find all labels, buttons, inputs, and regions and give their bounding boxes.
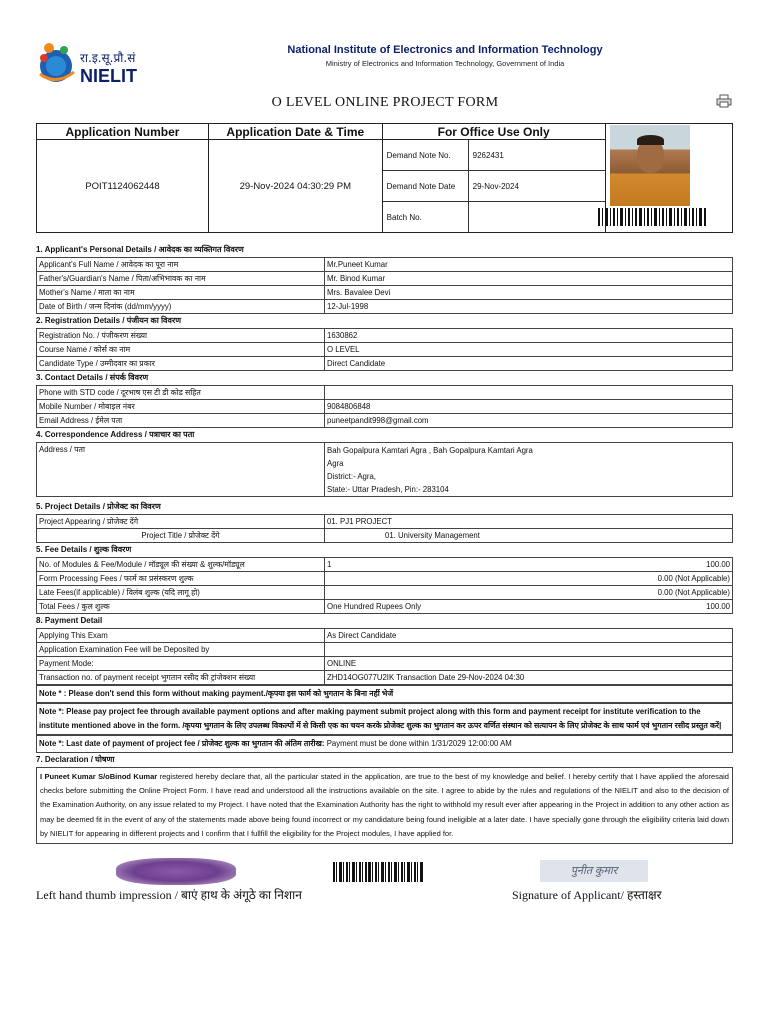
row-value: 1 [325, 558, 450, 572]
row-label: Application Examination Fee will be Deposited by [37, 643, 325, 657]
row-value: One Hundred Rupees Only [325, 600, 450, 614]
application-date-header: Application Date & Time [208, 124, 382, 140]
thumb-impression [116, 858, 236, 885]
row-label: No. of Modules & Fee/Module / मॉड्यूल की संख्या & शुल्क/मॉड्यूल [37, 558, 325, 572]
address-line-2: Agra [327, 459, 344, 468]
project-details-table [36, 514, 733, 543]
declaration-text [36, 767, 733, 844]
personal-details-title: 1. Applicant's Personal Details / आवेदक का व्यक्तिगत विवरण [36, 245, 244, 254]
batch-no-value [468, 202, 605, 233]
table-row [37, 272, 733, 286]
table-row [37, 400, 733, 414]
org-name: National Institute of Electronics and Information Technology [287, 44, 603, 56]
table-row [37, 529, 733, 543]
row-label: Mobile Number / मोबाइल नंबर [37, 400, 325, 414]
row-value: Mrs. Bavalee Devi [325, 286, 733, 300]
signature-label: Signature of Applicant/ हस्ताक्षर [512, 888, 662, 902]
form-title: O LEVEL ONLINE PROJECT FORM [271, 95, 499, 110]
table-row [37, 357, 733, 371]
org-header [230, 44, 660, 68]
row-value [325, 643, 733, 657]
payment-note-3-label: Note *: Last date of payment of project fee / प्रोजेक्ट शुल्क का भुगतान की अंतिम तारीख: [39, 739, 325, 748]
table-row [37, 558, 733, 572]
row-amount: 0.00 (Not Applicable) [449, 572, 733, 586]
payment-note-3-text: Payment must be done within 1/31/2029 12:00:00 AM [324, 739, 512, 748]
row-value: ONLINE [325, 657, 733, 671]
registration-details-table [36, 328, 733, 371]
applicant-photo [610, 125, 690, 206]
footer-barcode [333, 862, 423, 882]
table-row [37, 329, 733, 343]
table-row [37, 586, 733, 600]
row-value [325, 586, 450, 600]
row-value: O LEVEL [325, 343, 733, 357]
row-label: Date of Birth / जन्म दिनांक (dd/mm/yyyy) [37, 300, 325, 314]
table-row [37, 629, 733, 643]
row-value [325, 572, 450, 586]
row-label: Candidate Type / उम्मीदवार का प्रकार [37, 357, 325, 371]
address-label: Address / पता [37, 443, 325, 497]
office-use-table [383, 140, 605, 232]
table-row [37, 258, 733, 272]
project-details-title: 5. Project Details / प्रोजेक्ट का विवरण [36, 502, 161, 511]
address-value [325, 443, 733, 497]
address-line-1: Bah Gopalpura Kamtari Agra , Bah Gopalpura Kamtari Agra [327, 446, 533, 455]
table-row [37, 414, 733, 428]
fee-details-title: 5. Fee Details / शुल्क विवरण [36, 545, 132, 554]
contact-details-title: 3. Contact Details / संपर्क विवरण [36, 373, 149, 382]
table-row [37, 572, 733, 586]
nielit-logo [36, 36, 156, 90]
row-label: Phone with STD code / दूरभाष एस टी डी कोड सहित [37, 386, 325, 400]
ministry-name: Ministry of Electronics and Information Technology, Government of India [325, 59, 565, 68]
project-appearing-label: Project Appearing / प्रोजेक्ट देंगे [37, 515, 325, 529]
table-row [37, 657, 733, 671]
batch-no-label: Batch No. [383, 202, 469, 233]
row-value: As Direct Candidate [325, 629, 733, 643]
row-value: ZHD14OG077U2IK Transaction Date 29-Nov-2024 04:30 [325, 671, 733, 685]
row-label: Total Fees / कुल शुल्क [37, 600, 325, 614]
demand-note-no-value: 9262431 [468, 140, 605, 171]
table-row [37, 286, 733, 300]
project-appearing-value: 01. PJ1 PROJECT [325, 515, 733, 529]
address-line-4: State:- Uttar Pradesh, Pin:- 283104 [327, 485, 449, 494]
row-value: 9084806848 [325, 400, 733, 414]
payment-detail-title: 8. Payment Detail [36, 616, 103, 625]
fee-details-table [36, 557, 733, 614]
row-value: puneetpandit998@gmail.com [325, 414, 733, 428]
row-amount: 100.00 [449, 558, 733, 572]
contact-details-table [36, 385, 733, 428]
table-row [37, 643, 733, 657]
thumb-impression-label: Left hand thumb impression / बाएं हाथ के अंगूठे का निशान [36, 888, 302, 902]
row-value: 12-Jul-1998 [325, 300, 733, 314]
photo-barcode [598, 208, 706, 226]
table-row [37, 515, 733, 529]
row-value: Mr.Puneet Kumar [325, 258, 733, 272]
row-label: Form Processing Fees / फार्म का प्रसंस्करण शुल्क [37, 572, 325, 586]
row-amount: 0.00 (Not Applicable) [449, 586, 733, 600]
demand-note-date-label: Demand Note Date [383, 171, 469, 202]
row-label: Late Fees(if applicable) / विलंब शुल्क (यदि लागू हो) [37, 586, 325, 600]
registration-details-title: 2. Registration Details / पंजीयन का विवरण [36, 316, 182, 325]
office-use-cell [382, 140, 605, 233]
personal-details-table [36, 257, 733, 314]
application-header-table [36, 123, 733, 233]
row-label: Applicant's Full Name / आवेदक का पूरा नाम [37, 258, 325, 272]
demand-note-date-value: 29-Nov-2024 [468, 171, 605, 202]
address-line-3: District:- Agra, [327, 472, 376, 481]
row-label: Email Address / ईमेल पता [37, 414, 325, 428]
payment-note-3 [36, 735, 733, 753]
project-title-value: 01. University Management [325, 529, 733, 543]
print-icon[interactable] [716, 94, 732, 108]
form-sections [36, 243, 733, 844]
row-value [325, 386, 733, 400]
application-datetime-value: 29-Nov-2024 04:30:29 PM [208, 140, 382, 233]
row-value: Direct Candidate [325, 357, 733, 371]
declaration-body: registered hereby declare that, all the particular stated in the application, are true to the best of my knowledge and belief. I hereby certify that I have applied the aforesaid checks before submitting the Online Project Form. I have read and understood all the instructions available on the site. I agree to abide by the rules and regulations of the NIELIT and also to the decision of the Examination Authority, on any issue related to my Project. I have noted that the Examination Authority has the right to withhold my result ever after appearing in the Project in addition to any other action as may be deemed fit in the event of any of the statements made above being found incorrect or my candidature being found ineligible at a later date. I have specially gone through the eligibility criteria laid down by NIELIT for appearing in different projects and I confirm that I fullfill the eligibility for the Project modules, I have applied for. [40, 772, 729, 838]
demand-note-no-label: Demand Note No. [383, 140, 469, 171]
declaration-name: I Puneet Kumar S/oBinod Kumar [40, 772, 158, 781]
declaration-title: 7. Declaration / घोषणा [36, 755, 115, 764]
row-value: Mr. Binod Kumar [325, 272, 733, 286]
row-label: Transaction no. of payment receipt भुगतान रसीद की ट्रांजेक्शन संख्या [37, 671, 325, 685]
table-row [37, 443, 733, 497]
row-label: Course Name / कोर्स का नाम [37, 343, 325, 357]
row-value: 1630862 [325, 329, 733, 343]
payment-note-1: Note * : Please don't send this form without making payment./कृपया इस फार्म को भुगतान के बिना नहीं भेजें [36, 685, 733, 703]
photo-cell [605, 124, 732, 233]
address-table [36, 442, 733, 497]
row-label: Applying This Exam [37, 629, 325, 643]
logo-hindi-text: रा.इ.सू.प्रौ.सं [80, 51, 136, 65]
row-label: Father's/Guardian's Name / पिता/अभिभावक का नाम [37, 272, 325, 286]
office-use-header: For Office Use Only [382, 124, 605, 140]
table-row [37, 386, 733, 400]
signature-footer [0, 856, 768, 906]
application-number-header: Application Number [37, 124, 209, 140]
row-amount: 100.00 [449, 600, 733, 614]
signature-image: पुनीत कुमार [540, 860, 648, 882]
row-label: Payment Mode: [37, 657, 325, 671]
table-row [37, 600, 733, 614]
table-row [37, 343, 733, 357]
row-label: Mother's Name / माता का नाम [37, 286, 325, 300]
table-row [37, 300, 733, 314]
payment-detail-table [36, 628, 733, 685]
application-number-value: POIT1124062448 [37, 140, 209, 233]
project-title-label: Project Title / प्रोजेक्ट देंगे [37, 529, 325, 543]
logo-english-text: NIELIT [80, 66, 137, 86]
address-title: 4. Correspondence Address / पत्राचार का पता [36, 430, 195, 439]
table-row [37, 671, 733, 685]
payment-note-2: Note *: Please pay project fee through available payment options and after making payment submit project along with this form and payment receipt for institute verification to the institute mentioned above in the form. /कृपया भुगतान के लिए उपलब्ध विकल्पों में से किसी एक का चयन करके प्रोजेक्ट शुल्क का भुगतान कर ऊपर वर्णित संस्थान को सत्यापन के लिए प्रोजेक्ट के साथ फार्म एवं भुगतान रसीद प्रस्तुत करें| [36, 703, 733, 735]
row-label: Registration No. / पंजीकरण संख्या [37, 329, 325, 343]
